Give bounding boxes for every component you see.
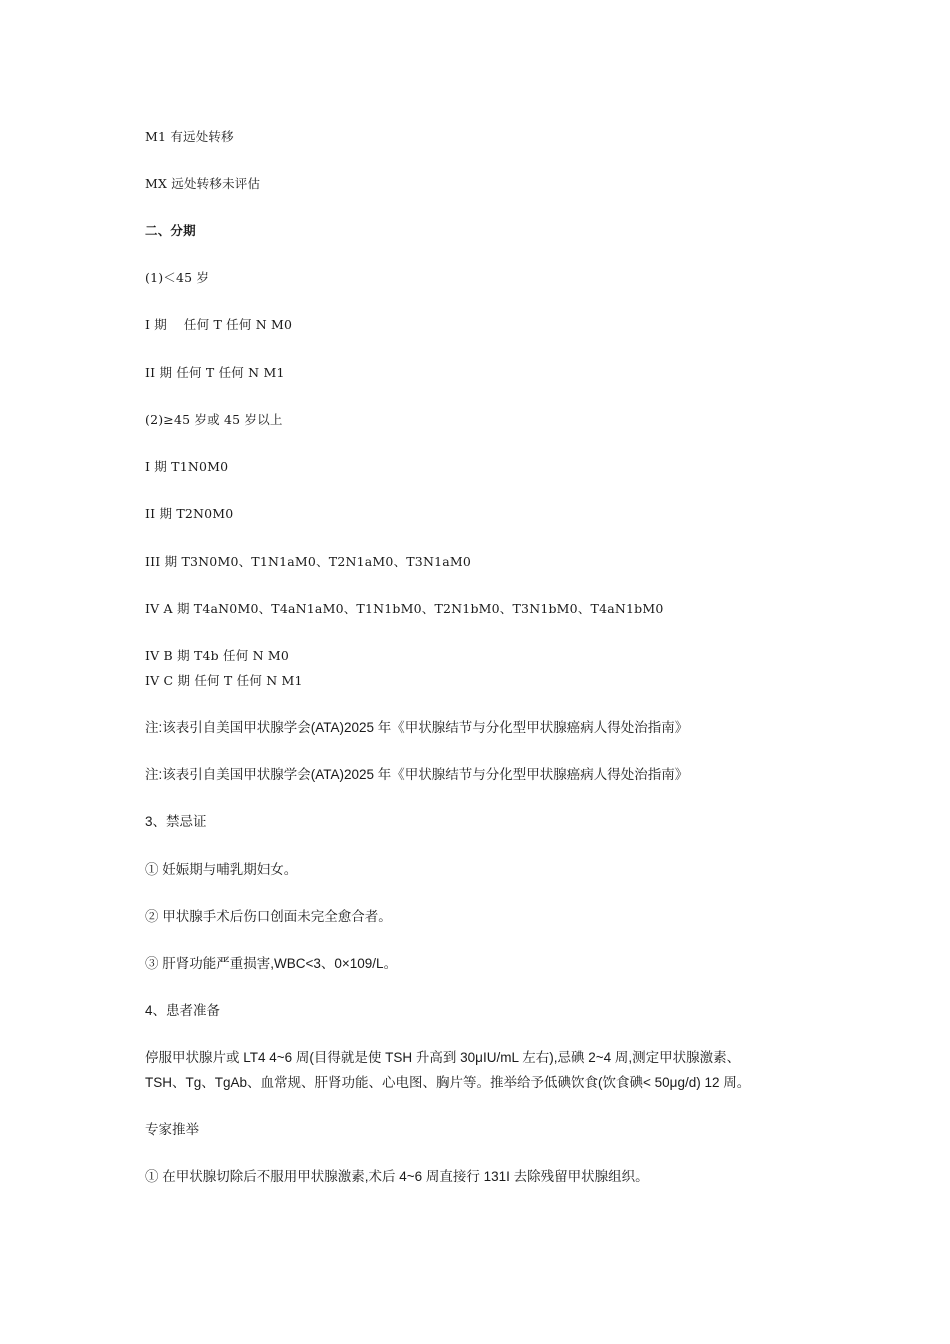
paragraph-patient-prep-line2: TSH、Tg、TgAb、血常规、肝肾功能、心电图、胸片等。推举给予低碘饮食(饮食碘< 50μg/d) 12 周。 xyxy=(145,1075,751,1090)
text-stage-iva: IV A 期 T4aN0M0、T4aN1aM0、T1N1bM0、T2N1bM0、T3N1bM0、T4aN1bM0 xyxy=(145,601,664,616)
section-heading-expert-recommendation: 专家推举 xyxy=(145,1122,199,1137)
text-45-and-above: (2)≥45 岁或 45 岁以上 xyxy=(145,412,283,427)
list-item-contraindication-1: ① 妊娠期与哺乳期妇女。 xyxy=(145,862,298,877)
text-under45-stage-i: I 期 任何 T 任何 N M0 xyxy=(145,317,293,332)
text-stage-ivb: IV B 期 T4b 任何 N M0 xyxy=(145,648,290,663)
section-heading-staging: 二、分期 xyxy=(145,223,196,238)
note-ata-2: 注:该表引自美国甲状腺学会(ATA)2025 年《甲状腺结节与分化型甲状腺癌病人得处治指南》 xyxy=(145,767,689,782)
list-item-expert-recommendation-1: ① 在甲状腺切除后不服用甲状腺激素,术后 4~6 周直接行 131I 去除残留甲状腺组织。 xyxy=(145,1169,649,1184)
text-under-45: (1)＜45 岁 xyxy=(145,270,210,285)
note-ata-1: 注:该表引自美国甲状腺学会(ATA)2025 年《甲状腺结节与分化型甲状腺癌病人得处治指南》 xyxy=(145,720,689,735)
text-stage-ivc: IV C 期 任何 T 任何 N M1 xyxy=(145,673,303,688)
list-item-contraindication-3: ③ 肝肾功能严重损害,WBC<3、0×109/L。 xyxy=(145,956,398,971)
text-under45-stage-ii: II 期 任何 T 任何 N M1 xyxy=(145,365,285,380)
section-heading-contraindications: 3、禁忌证 xyxy=(145,814,207,829)
text-stage-i: I 期 T1N0M0 xyxy=(145,459,229,474)
text-mx: MX 远处转移未评估 xyxy=(145,176,261,191)
text-stage-ii: II 期 T2N0M0 xyxy=(145,506,234,521)
section-heading-patient-prep: 4、患者准备 xyxy=(145,1003,221,1018)
paragraph-patient-prep-line1: 停服甲状腺片或 LT4 4~6 周(目得就是使 TSH 升高到 30μIU/mL 左右),忌碘 2~4 周,测定甲状腺激素、 xyxy=(145,1050,741,1065)
list-item-contraindication-2: ② 甲状腺手术后伤口创面未完全愈合者。 xyxy=(145,909,392,924)
text-stage-iii: III 期 T3N0M0、T1N1aM0、T2N1aM0、T3N1aM0 xyxy=(145,554,472,569)
text-m1: M1 有远处转移 xyxy=(145,129,234,144)
